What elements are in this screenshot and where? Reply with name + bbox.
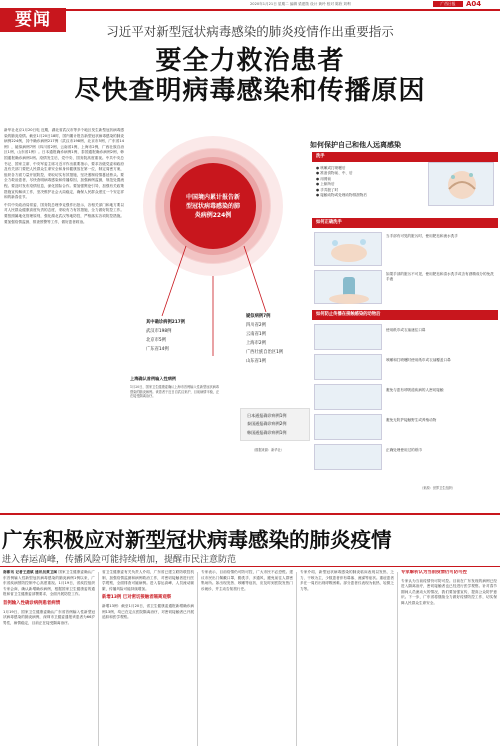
trash-icon — [314, 444, 382, 470]
column-divider — [296, 572, 297, 746]
panel-section-prevent: 如何防止传播在接触感染的动物后 — [312, 310, 498, 320]
prevent-item: 正确处理使用过的纸巾 — [386, 448, 422, 452]
foreign-note-title: 上海确认首例输入性病例 — [130, 376, 177, 381]
wash-item: ● 上厕所后 — [316, 182, 335, 187]
diagram-center-text: 中国境内累计报告新型冠状病毒感染的肺炎病例224例 — [185, 193, 240, 219]
story2-section-b: 新增13例 已对密切接触者隔离观察 — [102, 595, 172, 601]
prevent-item: 避免与患有呼吸道疾病的人密切接触 — [386, 388, 444, 392]
story2-col5 — [401, 570, 497, 748]
story2-section-a: 首例输入性确诊病例患者病情 — [3, 600, 61, 606]
story2-col2 — [102, 570, 194, 748]
panel-section-how: 如何正确洗手 — [312, 218, 498, 228]
panel-section-wash: 洗手 — [312, 152, 498, 162]
confirmed-item: 北京市5例 — [146, 338, 166, 343]
story1-body — [4, 128, 124, 508]
story2-col3-text: 专家表示，目前疫情仍可防可控，广大市民不必恐慌。建议市民出门佩戴口罩，勤洗手、多通风，避免前往人群密集场所。如出现发热、咳嗽等症状，应及时到医院发热门诊就诊，并主动告知旅行史。 — [201, 570, 293, 591]
story2-sub-rule — [0, 566, 500, 567]
story2-section-c: 专家解析认为当前疫情仍可防可控 — [401, 570, 467, 575]
page-number: A04 — [466, 0, 482, 8]
confirmed-cases-box — [146, 318, 216, 354]
tissue-icon — [314, 324, 382, 350]
story1-headline-1: 要全力救治患者 — [155, 46, 345, 76]
story2-col4 — [300, 570, 394, 748]
suspected-item: 山东省1例 — [246, 359, 266, 364]
how-item: 如果手部的脏污不可见，使用肥皂和清水洗手或含有酒精成分的免洗手液 — [386, 272, 494, 282]
column-divider — [397, 572, 398, 746]
suspected-total: 疑似病例7例 — [246, 314, 271, 319]
story1-headline-2: 尽快查明病毒感染和传播原因 — [74, 76, 426, 106]
section-tag: 要闻 — [0, 8, 66, 32]
prevent-list — [386, 328, 496, 478]
story2-col1 — [3, 570, 95, 748]
header-rule — [66, 9, 500, 11]
column-divider — [98, 572, 99, 746]
confirmed-item: 武汉市198例 — [146, 329, 172, 334]
issue-meta: 2020年1月21日 星期二 编辑 梁建勋 设计 黄玲 校对 陈欣 刘利 — [250, 2, 351, 6]
sneeze-icon — [314, 354, 382, 380]
soap-wash-icon — [314, 232, 382, 266]
prevent-item: 使用纸巾或衣袖遮住口鼻 — [386, 328, 426, 332]
foreign-item: 泰国通报确诊病例2例 — [247, 421, 287, 427]
foreign-cases-box — [240, 408, 310, 441]
data-source: （数据来源：新华社） — [252, 448, 284, 452]
story2-top-rule — [0, 513, 500, 515]
prevent-item: 咳嗽和打喷嚏时使用纸巾或衣袖覆盖口鼻 — [386, 358, 451, 362]
foreign-note-text: 1月20日，国家卫生健康委确认上海市首例输入性新型冠状病毒感染的肺炎病例。该患者于近日自武汉来沪，目前病情平稳，正在接受隔离治疗。 — [130, 385, 220, 399]
column-divider — [197, 572, 198, 746]
story2-col4-text: 专家介绍，新型冠状病毒感染的肺炎临床表现以发热、乏力、干咳为主，少数患者伴有鼻塞、流涕等症状。重症患者多在一周后出现呼吸困难。部分患者仅表现为低热、轻微乏力等。 — [300, 570, 394, 591]
panel-title: 如何保护自己和他人远离感染 — [310, 141, 401, 149]
confirmed-total: 其中确诊病例217例 — [146, 320, 186, 325]
prevent-icons — [314, 324, 382, 470]
animal-icon — [314, 414, 382, 440]
foreign-note-block — [130, 376, 222, 399]
wash-list — [316, 166, 424, 198]
confirmed-item: 广东省14例 — [146, 347, 169, 352]
suspected-item: 四川省2例 — [246, 323, 266, 328]
wash-item: ● 手弄脏了时 — [316, 187, 339, 192]
foreign-item: 韩国通报确诊病例1例 — [247, 429, 287, 435]
wash-item: ● 准备食物前、中、后 — [316, 171, 353, 176]
prevent-item: 避免无防护接触野生或养殖动物 — [386, 418, 437, 422]
story1-kicker: 习近平对新型冠状病毒感染的肺炎疫情作出重要指示 — [106, 24, 394, 39]
suspected-item: 云南省1例 — [246, 332, 266, 337]
suspected-item: 上海市2例 — [246, 341, 266, 346]
wash-item: ● 接触动物或处理动物排泄物后 — [316, 193, 367, 198]
story2-subhead: 进入春运高峰，传播风险可能持续增加，提醒市民注意防范 — [2, 555, 237, 565]
story2-headline: 广东积极应对新型冠状病毒感染的肺炎疫情 — [2, 528, 392, 552]
story2-col3 — [201, 570, 293, 748]
story2-col1b-text: 1月19日，国家卫生健康委确认广东省首例输入性新型冠状病毒感染的肺炎病例，深圳市卫健委通报该患者为66岁男性，病情稳定，目前正在接受隔离治疗。 — [3, 609, 95, 625]
foreign-item: 日本通报确诊病例1例 — [247, 413, 287, 418]
wash-item: ● 咳嗽或打喷嚏后 — [316, 166, 346, 170]
story1-paragraph-2: 中共中央政治局常委、国务院总理李克强作出批示，各相关部门和地方要以对人民群众健康高度负责的态度，采取有力有效措施，全力做好防控工作。要按照属地化管理原则，强化湖北武汉等地防控，严格落实各项防控措施。要加强疫情监测、排查预警等工作，做好患者救治。 — [4, 202, 124, 224]
suspected-cases-box — [246, 312, 308, 366]
distance-icon — [314, 384, 382, 410]
paper-badge: 广西日报 — [433, 1, 463, 7]
hands-illustration-icon — [428, 162, 494, 206]
sanitizer-icon — [314, 270, 382, 304]
story2-col2b-text: 新增13例：截至1月20日，省卫生健康委通报新增确诊病例13例，均已在定点医院隔离治疗，对密切接触者已开展追踪和医学观察。 — [102, 603, 194, 620]
panel-source: （来源：世界卫生组织） — [420, 486, 456, 490]
story2-col5-text: 专家认为当前疫情仍可防可控。目前在广东发现的病例已经进入隔离治疗，密切接触者也已经进行医学观察。针对春节期间人员流动大的情况，我们要加强宣传，提高公众防护意识。下一步，广东省将继续全力做好疫情防控工作，切实保障人民群众生命安全。 — [401, 578, 497, 605]
story2-col1-text: 国家卫生健康委确认广东首例输入性新型冠状病毒感染的肺炎病例1例以来，广东省疾病预防控制中心高度重视。1月19日，省疾控组织专家会商，确认新增确诊病例，根据国家卫生健康委的通报和省卫生健康委部署要求，全面开展防控工作。 — [3, 570, 95, 597]
wash-item: ● 用餐前 — [316, 176, 332, 181]
diagram-center — [170, 163, 256, 249]
story1-paragraph-1: 新华社北京1月20日电 近期，湖北省武汉市等多个地区发生新型冠状病毒感染的肺炎疫情。截至1月20日18时，国内累计报告新型冠状病毒感染的肺炎病例224例，其中确诊病例217例（武汉市198例，北京市5例，广东省14例），疑似病例7例（四川省2例，云南省1例，上海市2例，广西壮族自治区1例，山东省1例）。日本通报确诊病例1例，泰国通报确诊病例2例，韩国通报确诊病例1例。疫情发生后，党中央、国务院高度重视。中共中央总书记、国家主席、中央军委主席习近平作出重要指示，要求各级党委和政府及有关部门要把人民群众生命安全和身体健康放在第一位，制定周密方案，组织各方面力量开展防控，采取切实有效措施，坚决遏制疫情蔓延势头。要全力救治患者，尽快查明病毒感染和传播原因，加强病例监测，规范处置流程。要及时发布疫情信息，深化国际合作。要加强舆论引导，加强有关政策措施宣传解读工作，坚决维护社会大局稳定，确保人民群众度过一个安定祥和的新春佳节。 — [4, 128, 124, 200]
story2-col2-text: 省卫生健康委有关负责人介绍，广东省已建立联防联控机制，加强疫情监测和病例救治工作，对密切接触者进行医学观察，全面排查可疑病例。进入春运高峰，人员流动频繁，传播风险可能持续增加。 — [102, 570, 194, 591]
story2-byline: 南都讯 记者王道斌 通讯员黄卫图 — [3, 570, 58, 574]
suspected-item: 广西壮族自治区1例 — [246, 350, 284, 355]
how-item: 当手部有可见的脏污时，使用肥皂和流水洗手 — [386, 234, 458, 238]
